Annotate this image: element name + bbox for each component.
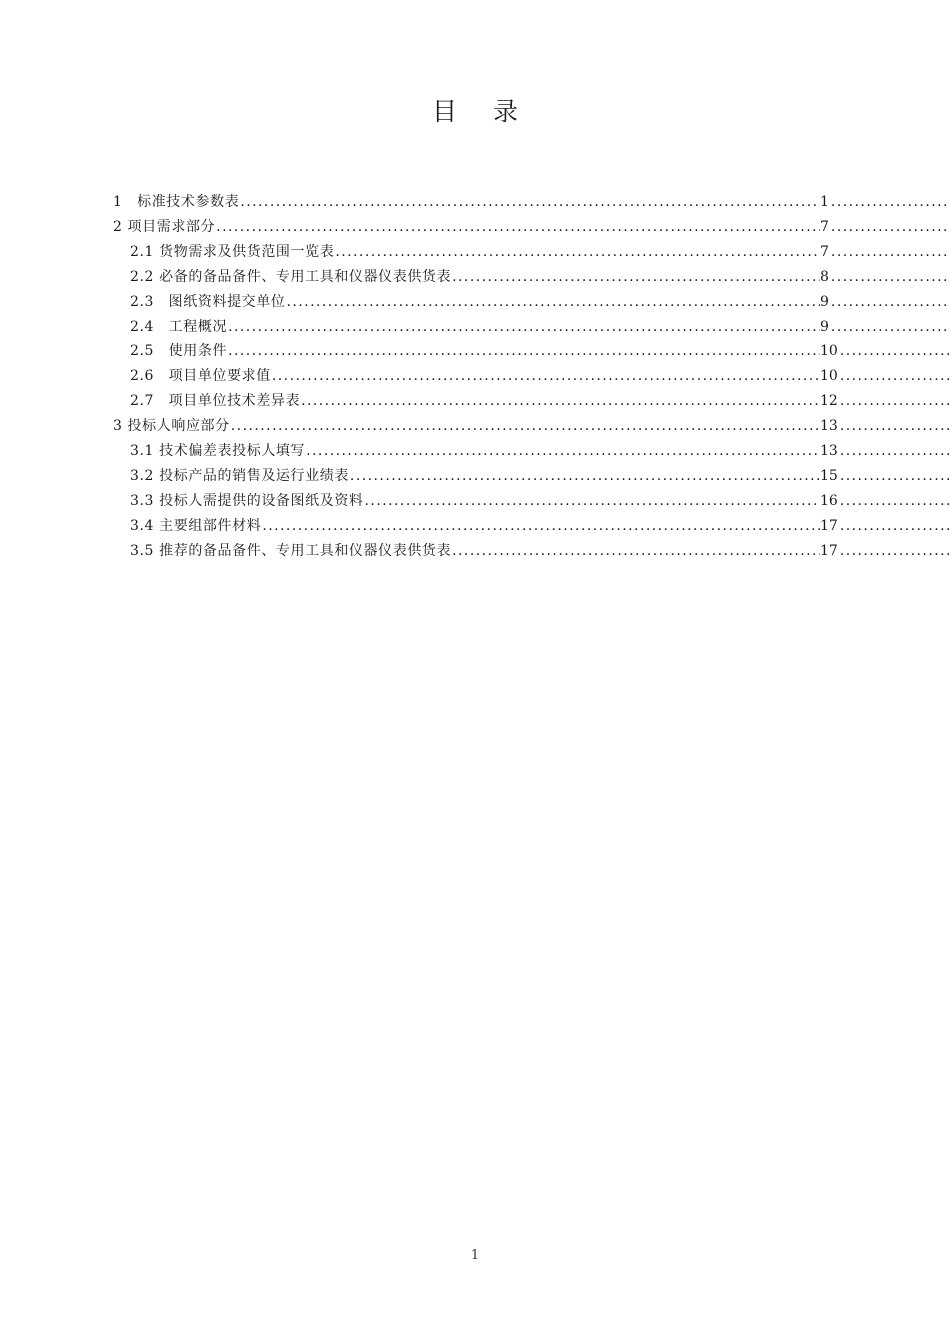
- toc-entry[interactable]: [0, 439, 950, 463]
- toc-entry[interactable]: [0, 215, 950, 239]
- toc-entry-page-number: 13: [820, 418, 838, 435]
- toc-entry-leader: [130, 265, 820, 289]
- toc-entry-label: 3.1 技术偏差表投标人填写: [130, 443, 306, 459]
- toc-entry-leader: [130, 364, 820, 388]
- toc-entry[interactable]: [0, 315, 950, 339]
- toc-entry-page-leader: [820, 339, 950, 363]
- toc-entry-page-number: 15: [820, 467, 838, 484]
- toc-entry-page-leader: [820, 389, 950, 413]
- toc-entry-leader: [130, 464, 820, 488]
- toc-entry-page-leader: [820, 539, 950, 563]
- toc-entry-page-number: 13: [820, 443, 838, 459]
- toc-entry-leader: [130, 439, 820, 463]
- toc-entry-leader: [130, 489, 820, 513]
- toc-entry-page-leader: [820, 439, 950, 463]
- toc-entry-leader: [130, 389, 820, 413]
- toc-entry-label: 3 投标人响应部分: [113, 418, 230, 435]
- toc-entry-label: 1 标准技术参数表: [113, 194, 240, 210]
- toc-entry-page-number: 16: [820, 492, 838, 509]
- toc-entry-label: 3.5 推荐的备品备件、专用工具和仪器仪表供货表: [130, 542, 452, 559]
- toc-entry-label: 2.1 货物需求及供货范围一览表: [130, 243, 335, 260]
- toc-entry-page-number: 1: [820, 194, 829, 210]
- toc-entry[interactable]: [0, 464, 950, 488]
- toc-entry-leader: [113, 414, 820, 438]
- page-title: 目 录: [432, 97, 532, 126]
- toc-entry[interactable]: [0, 364, 950, 388]
- toc-entry-page-leader: [820, 315, 950, 339]
- toc-entry-page-leader: [820, 489, 950, 513]
- toc-entry-leader: [130, 539, 820, 563]
- toc-entry-page-number: 10: [820, 343, 838, 360]
- toc-entry[interactable]: [0, 190, 950, 214]
- toc-entry-leader: [130, 315, 820, 339]
- toc-entry-label: 2.4 工程概况: [130, 318, 228, 335]
- toc-entry-page-leader: [820, 215, 950, 239]
- toc-entry-label: 3.2 投标产品的销售及运行业绩表: [130, 467, 349, 484]
- toc-entry-page-leader: [820, 514, 950, 538]
- toc-entry[interactable]: [0, 389, 950, 413]
- toc-entry-page-number: 7: [820, 218, 829, 235]
- toc-entry-page-leader: [820, 240, 950, 264]
- toc-entry-page-leader: [820, 290, 950, 314]
- toc-entry-leader: [113, 215, 820, 239]
- toc-entry-label: 2.7 项目单位技术差异表: [130, 393, 301, 410]
- toc-entry[interactable]: [0, 339, 950, 363]
- toc-entry-page-number: 17: [820, 542, 838, 559]
- toc-entry[interactable]: [0, 514, 950, 538]
- toc-entry[interactable]: [0, 240, 950, 264]
- toc-entry-page-number: 10: [820, 368, 838, 385]
- toc-entry-page-number: 17: [820, 517, 838, 534]
- toc-entry[interactable]: [0, 539, 950, 563]
- page-number: 1: [470, 1248, 480, 1263]
- toc-entry-page-leader: [820, 364, 950, 388]
- toc-entry-label: 3.3 投标人需提供的设备图纸及资料: [130, 492, 364, 509]
- toc-entry-page-leader: [820, 414, 950, 438]
- toc-entry[interactable]: [0, 290, 950, 314]
- toc-entry[interactable]: [0, 265, 950, 289]
- toc-entry-page-number: 8: [820, 268, 829, 285]
- toc-entry-label: 2.6 项目单位要求值: [130, 368, 271, 385]
- toc-entry-leader: [113, 190, 820, 214]
- toc-entry-leader: [130, 339, 820, 363]
- toc-entry-leader: [130, 290, 820, 314]
- toc-entry-leader: [130, 240, 820, 264]
- toc-entry-page-number: 12: [820, 393, 838, 410]
- toc-entry-label: 2.3 图纸资料提交单位: [130, 293, 286, 310]
- toc-entry[interactable]: [0, 414, 950, 438]
- toc-entry-page-leader: [820, 265, 950, 289]
- toc-entry-label: 2 项目需求部分: [113, 218, 216, 235]
- toc-entry-page-leader: [820, 464, 950, 488]
- toc-entry-page-number: 9: [820, 318, 829, 335]
- toc-entry-leader: [130, 514, 820, 538]
- toc-entry-page-number: 9: [820, 293, 829, 310]
- toc-entry-label: 2.2 必备的备品备件、专用工具和仪器仪表供货表: [130, 268, 452, 285]
- toc-entry[interactable]: [0, 489, 950, 513]
- toc-entry-page-number: 7: [820, 243, 829, 260]
- toc-entry-label: 2.5 使用条件: [130, 343, 228, 360]
- toc-entry-label: 3.4 主要组部件材料: [130, 517, 262, 534]
- toc-entry-page-leader: [820, 190, 950, 214]
